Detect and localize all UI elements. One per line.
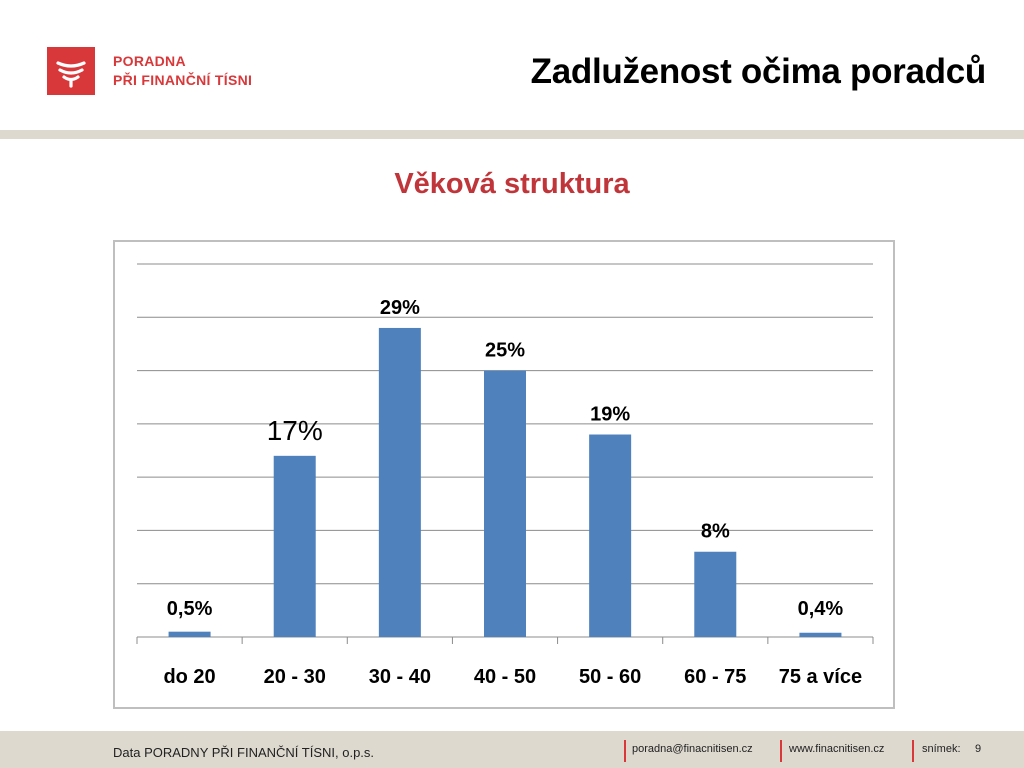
x-tick-label: 20 - 30 (263, 666, 326, 688)
x-tick-label: 40 - 50 (473, 666, 537, 688)
logo-line-2: PŘI FINANČNÍ TÍSNI (113, 72, 253, 88)
bar (694, 552, 736, 637)
footer-separator (912, 740, 914, 762)
data-label: 0,4% (797, 598, 844, 620)
footer-slide-label: snímek: (922, 743, 961, 755)
logo-text (113, 52, 252, 90)
x-tick-label: 30 - 40 (368, 666, 431, 688)
footer-website[interactable]: www.finacnitisen.cz (789, 743, 885, 755)
logo-mark (47, 47, 95, 95)
footer-source: Data PORADNY PŘI FINANČNÍ TÍSNI, o.p.s. (113, 745, 375, 760)
bar (379, 328, 421, 637)
logo-line-1: PORADNA (113, 53, 186, 69)
footer (0, 731, 1024, 768)
x-tick-label: 75 a více (778, 666, 863, 688)
x-tick-label: 50 - 60 (579, 666, 642, 688)
footer-separator (624, 740, 626, 762)
header-divider (0, 130, 1024, 139)
data-label: 29% (379, 296, 420, 319)
bar (484, 371, 526, 637)
bar-chart (115, 242, 893, 707)
x-tick-label: do 20 (163, 666, 216, 688)
logo (47, 47, 252, 95)
bar (169, 632, 211, 637)
bar (799, 633, 841, 637)
ribbon-icon (54, 54, 88, 88)
data-label: 17% (266, 414, 323, 446)
data-label: 19% (590, 403, 631, 426)
bar (589, 435, 631, 637)
data-label: 8% (700, 520, 730, 543)
slide-title: Zadluženost očima poradců (530, 52, 986, 91)
footer-separator (780, 740, 782, 762)
bar (274, 456, 316, 637)
chart-title: Věková struktura (394, 168, 630, 200)
data-label: 25% (484, 339, 526, 362)
data-label: 0,5% (166, 598, 213, 620)
footer-email[interactable]: poradna@finacnitisen.cz (632, 743, 753, 755)
footer-slide-number: 9 (975, 743, 982, 755)
chart-frame (113, 240, 895, 709)
x-tick-label: 60 - 75 (684, 666, 747, 688)
